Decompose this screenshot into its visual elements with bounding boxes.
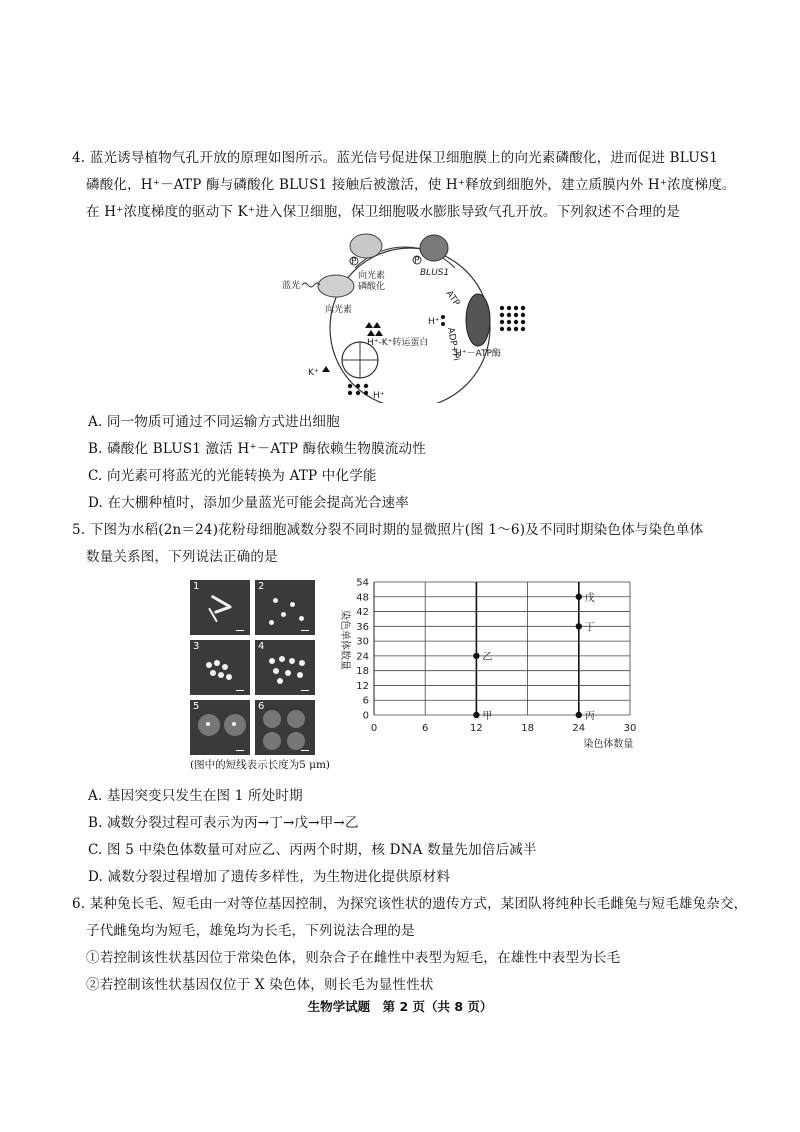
q4-stem-line1: 4. 蓝光诱导植物气孔开放的原理如图所示。蓝光信号促进保卫细胞膜上的向光素磷酸化，进而促进 BLUS1 xyxy=(72,150,719,166)
phototropin-shape xyxy=(318,275,354,297)
y-tick-label: 24 xyxy=(356,651,369,663)
y-tick-label: 36 xyxy=(356,621,369,633)
data-point-label: 甲 xyxy=(482,711,493,722)
page-footer: 生物学试题 第 2 页（共 8 页） xyxy=(307,999,493,1014)
h-plus-bottom-label: H⁺ xyxy=(373,391,385,401)
micrograph-1 xyxy=(190,580,250,635)
blus1-label: BLUS1 xyxy=(420,268,450,278)
micrograph-5 xyxy=(190,700,250,755)
q5-option-b: B. 减数分裂过程可表示为丙→丁→戊→甲→乙 xyxy=(88,815,359,831)
micrograph-caption: (图中的短线表示长度为5 μm) xyxy=(190,759,330,771)
phospho-label-1: 向光素 xyxy=(358,271,386,281)
q4-stem-line2: 磷酸化，H⁺－ATP 酶与磷酸化 BLUS1 接触后被激活，使 H⁺释放到细胞外，建立质膜内外 H⁺浓度梯度。 xyxy=(86,177,736,193)
h-atpase-shape xyxy=(466,294,490,346)
micrograph-3 xyxy=(190,640,250,695)
transporter-label: H⁺-K⁺转运蛋白 xyxy=(367,338,429,348)
phototropin-label: 向光素 xyxy=(325,305,353,315)
q5-option-a: A. 基因突变只发生在图 1 所处时期 xyxy=(88,788,303,804)
x-tick-label: 6 xyxy=(422,723,429,734)
x-tick-label: 18 xyxy=(521,723,534,734)
q6-stem-line1: 6. 某种兔长毛、短毛由一对等位基因控制，为探究该性状的遗传方式，某团队将纯种长毛雌兔与短毛雄兔杂交， xyxy=(72,896,748,912)
chromosome-chart xyxy=(330,572,650,777)
q6-statement-1: ①若控制该性状基因位于常染色体，则杂合子在雌性中表型为短毛，在雄性中表型为长毛 xyxy=(86,950,621,966)
q6-stem-line2: 子代雌兔均为短毛，雄兔均为长毛，下列说法合理的是 xyxy=(86,923,415,939)
y-tick-label: 0 xyxy=(362,710,369,722)
x-tick-label: 30 xyxy=(623,723,637,734)
micrograph-6-label: 6 xyxy=(258,701,265,712)
chart-x-label: 染色体数量 xyxy=(583,739,634,750)
chart-y-label: 染色单体数量 xyxy=(339,610,350,670)
stomata-diagram xyxy=(270,228,540,403)
q4-option-c: C. 向光素可将蓝光的光能转换为 ATP 中化学能 xyxy=(88,468,377,484)
q5-option-c: C. 图 5 中染色体数量可对应乙、丙两个时期，核 DNA 数量先加倍后减半 xyxy=(88,842,537,858)
micrograph-5-label: 5 xyxy=(193,701,200,712)
data-point xyxy=(473,712,479,718)
h-atpase-label: H⁺－ATP酶 xyxy=(455,349,501,359)
y-tick-label: 42 xyxy=(356,607,369,619)
data-point-label: 丙 xyxy=(584,711,595,722)
y-tick-label: 18 xyxy=(356,666,369,678)
chart-points xyxy=(473,591,595,722)
blue-light-wave xyxy=(302,283,320,287)
micrograph-2 xyxy=(255,580,315,635)
micrograph-4-label: 4 xyxy=(258,641,265,652)
y-tick-label: 12 xyxy=(356,680,369,692)
p-mark-2: P xyxy=(414,256,420,266)
q4-stem-line3: 在 H⁺浓度梯度的驱动下 K⁺进入保卫细胞，保卫细胞吸水膨胀导致气孔开放。下列叙述不合理的是 xyxy=(86,204,680,220)
micrograph-4 xyxy=(255,640,315,695)
q6-statement-2: ②若控制该性状基因仅位于 X 染色体，则长毛为显性性状 xyxy=(86,977,434,993)
blus1-shape xyxy=(420,235,448,261)
q5-stem-line1: 5. 下图为水稻(2n＝24)花粉母细胞减数分裂不同时期的显微照片(图 1～6)及不同时期染色体与染色单体 xyxy=(72,522,704,538)
y-tick-label: 48 xyxy=(356,592,369,604)
micrograph-3-label: 3 xyxy=(193,641,200,652)
x-tick-label: 0 xyxy=(370,723,378,734)
data-point xyxy=(576,712,582,718)
proton-cluster xyxy=(500,306,525,331)
micrograph-6 xyxy=(255,700,315,755)
blue-light-label: 蓝光 xyxy=(282,281,301,291)
p-mark-1: P xyxy=(351,257,357,267)
q4-option-b: B. 磷酸化 BLUS1 激活 H⁺－ATP 酶依赖生物膜流动性 xyxy=(88,441,426,457)
phospho-phototropin-shape xyxy=(350,234,382,258)
x-tick-label: 24 xyxy=(572,723,586,734)
data-point-label: 乙 xyxy=(482,651,493,663)
h-plus-left-label: H⁺ xyxy=(428,317,440,327)
q5-stem-line2: 数量关系图，下列说法正确的是 xyxy=(86,549,278,565)
micrograph-1-label: 1 xyxy=(193,581,200,592)
k-plus-label: K⁺ xyxy=(308,368,319,378)
y-tick-label: 30 xyxy=(356,636,369,648)
micrograph-2-label: 2 xyxy=(258,581,265,592)
atp-label: ATP xyxy=(443,288,462,309)
data-point-label: 丁 xyxy=(584,622,595,634)
q5-option-d: D. 减数分裂过程增加了遗传多样性，为生物进化提供原材料 xyxy=(88,869,451,885)
data-point xyxy=(576,594,582,600)
x-tick-label: 12 xyxy=(470,723,483,734)
adp-label: ADP+Pi xyxy=(445,326,461,362)
data-point-label: 戊 xyxy=(584,592,595,604)
phospho-label-2: 磷酸化 xyxy=(358,282,386,292)
y-tick-label: 54 xyxy=(356,577,369,589)
data-point xyxy=(576,623,582,629)
data-point xyxy=(473,653,479,659)
y-tick-label: 6 xyxy=(362,695,369,707)
q4-option-d: D. 在大棚种植时，添加少量蓝光可能会提高光合速率 xyxy=(88,495,409,511)
q4-option-a: A. 同一物质可通过不同运输方式进出细胞 xyxy=(88,414,340,430)
